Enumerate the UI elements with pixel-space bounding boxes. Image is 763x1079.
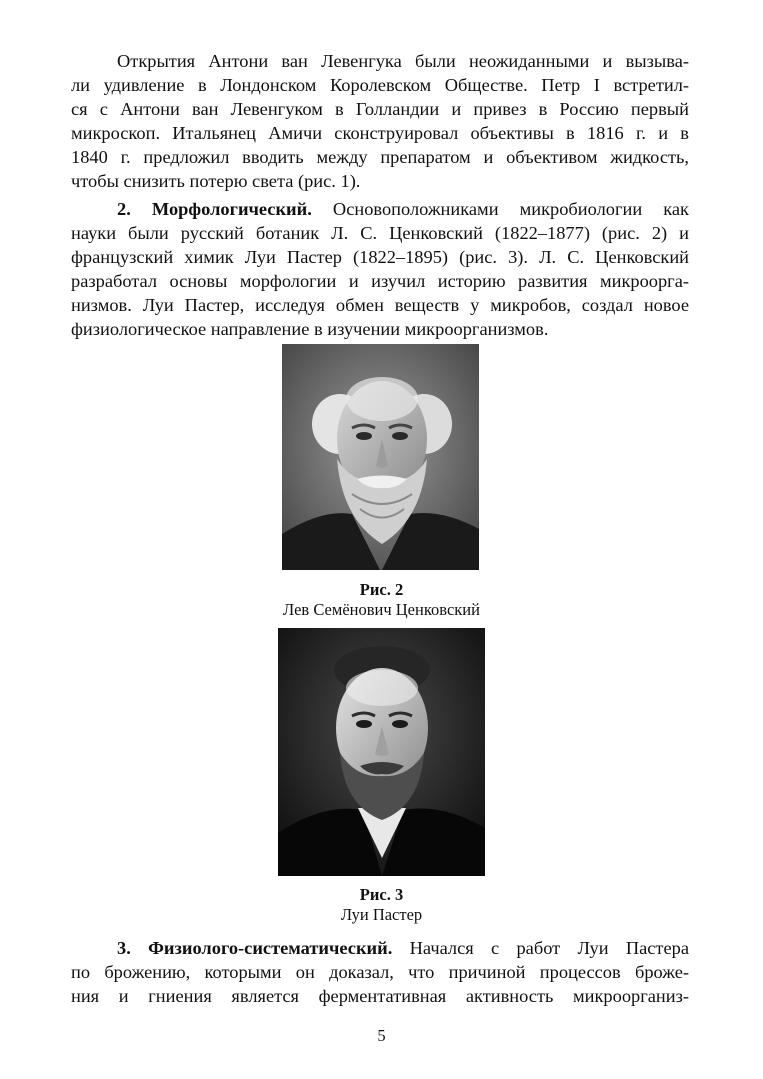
text-line: разработал основы морфологии и изучил историю развития микроорга- bbox=[71, 271, 689, 291]
text-line: по брожению, которыми он доказал, что причиной процессов броже- bbox=[71, 962, 689, 982]
portrait-photo-icon bbox=[282, 344, 479, 570]
figure-caption: Луи Пастер bbox=[340, 905, 423, 924]
portrait-photo-icon bbox=[278, 628, 485, 876]
paragraph-physiological bbox=[71, 936, 689, 1008]
figure-label: Рис. 3 bbox=[359, 885, 404, 904]
paragraph-morphological bbox=[71, 197, 689, 341]
text-line: науки были русский ботаник Л. С. Ценковский (1822–1877) (рис. 2) и bbox=[71, 223, 689, 243]
text-line bbox=[71, 197, 689, 221]
text-line bbox=[71, 936, 689, 960]
text-fragment: Начался с работ Луи Пастера bbox=[392, 938, 689, 958]
text-line: микроскоп. Итальянец Амичи сконструировал объективы в 1816 г. и в bbox=[71, 123, 689, 143]
text-line: чтобы снизить потерю света (рис. 1). bbox=[71, 171, 361, 191]
portrait-photo-pasteur bbox=[278, 628, 485, 876]
text-line: французский химик Луи Пастер (1822–1895) (рис. 3). Л. С. Ценковский bbox=[71, 247, 689, 267]
section-heading: 2. Морфологический. bbox=[117, 199, 312, 219]
figure-caption: Лев Семёнович Ценковский bbox=[283, 600, 480, 619]
text-line: ся с Антони ван Левенгуком в Голландии и привез в Россию первый bbox=[71, 99, 689, 119]
page-number: 5 bbox=[377, 1026, 386, 1045]
portrait-photo-tsenkovsky bbox=[282, 344, 479, 570]
section-heading: 3. Физиолого-систематический. bbox=[117, 938, 393, 958]
text-line: ли удивление в Лондонском Королевском Обществе. Петр I встретил- bbox=[71, 75, 689, 95]
text-fragment: Основоположниками микробиологии как bbox=[311, 199, 689, 219]
paragraph-leeuwenhoek bbox=[71, 49, 689, 193]
text-line: 1840 г. предложил вводить между препаратом и объективом жидкость, bbox=[71, 147, 689, 167]
text-line: физиологическое направление в изучении микроорганизмов. bbox=[71, 319, 549, 339]
text-line: ния и гниения является ферментативная активность микроорганиз- bbox=[71, 986, 689, 1006]
text-line: низмов. Луи Пастер, исследуя обмен веществ у микробов, создал новое bbox=[71, 295, 689, 315]
text-line: Открытия Антони ван Левенгука были неожиданными и вызыва- bbox=[117, 51, 689, 71]
figure-label: Рис. 2 bbox=[359, 580, 404, 599]
